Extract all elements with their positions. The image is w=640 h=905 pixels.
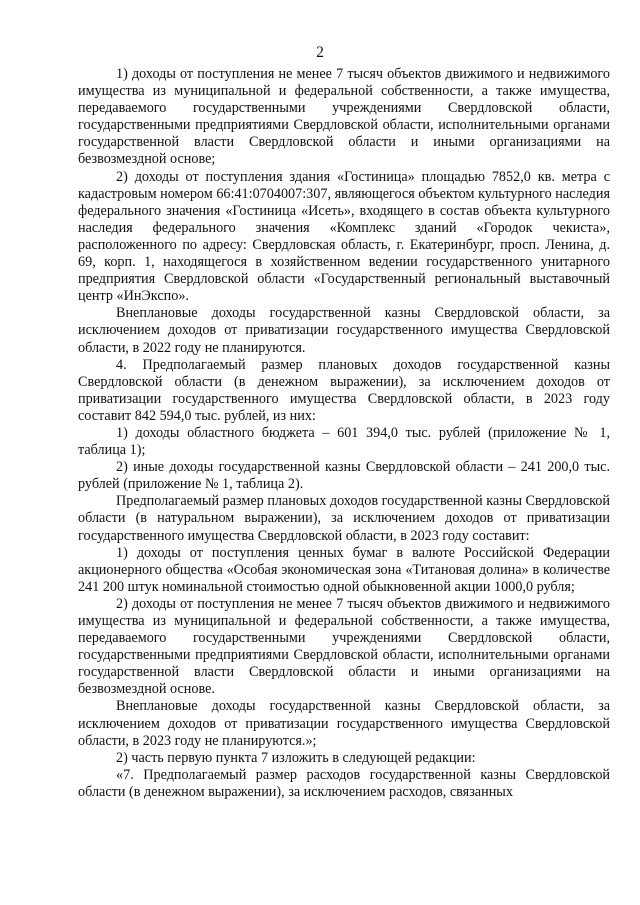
paragraph-9: 2) доходы от поступления не менее 7 тысяч объектов движимого и недвижимого имущества из муниципальной и федеральной собственности, а также имущества, передаваемого государственными учреждениями Свердловской области, государственными предприятиями Свердловской области, исполнительными органами государственной власти Свердловской области и иными организациями на безвозмездной основе. [78,595,610,698]
paragraph-2: 2) доходы от поступления здания «Гостиница» площадью 7852,0 кв. метра с кадастровым номером 66:41:0704007:307, являющегося объектом культурного наследия федерального значения «Гостиница «Исеть», входящего в состав объекта культурного наследия федерального значения «Комплекс зданий «Городок чекиста», расположенного по адресу: Свердловская область, г. Екатеринбург, просп. Ленина, д. 69, корп. 1, находящегося в хозяйственном ведении государственного унитарного предприятия Свердловской области «Государственный региональный выставочный центр «ИнЭкспо». [78,168,610,305]
paragraph-10: Внеплановые доходы государственной казны Свердловской области, за исключением доходов от приватизации государственного имущества Свердловской области, в 2023 году не планируются.»; [78,698,610,749]
paragraph-7: Предполагаемый размер плановых доходов государственной казны Свердловской области (в натуральном выражении), за исключением доходов от приватизации государственного имущества Свердловской области, в 2023 году составит: [78,493,610,544]
paragraph-12: «7. Предполагаемый размер расходов государственной казны Свердловской области (в денежном выражении), за исключением расходов, связанных [78,766,610,800]
paragraph-6: 2) иные доходы государственной казны Свердловской области – 241 200,0 тыс. рублей (приложение № 1, таблица 2). [78,459,610,493]
paragraph-5: 1) доходы областного бюджета – 601 394,0 тыс. рублей (приложение № 1, таблица 1); [78,424,610,459]
paragraph-11: 2) часть первую пункта 7 изложить в следующей редакции: [116,749,476,766]
paragraph-3: Внеплановые доходы государственной казны Свердловской области, за исключением доходов от приватизации государственного имущества Свердловской области, в 2022 году не планируются. [78,305,610,356]
paragraph-1: 1) доходы от поступления не менее 7 тысяч объектов движимого и недвижимого имущества из муниципальной и федеральной собственности, а также имущества, передаваемого государственными учреждениями Свердловской области, государственными предприятиями Свердловской области, исполнительными органами государственной власти Свердловской области и иными организациями на безвозмездной основе; [78,66,610,168]
page-number: 2 [316,44,324,61]
document-body [78,66,610,801]
paragraph-8: 1) доходы от поступления ценных бумаг в валюте Российской Федерации акционерного общества «Особая экономическая зона «Титановая долина» в количестве 241 200 штук номинальной стоимостью одной обыкновенной акции 1000,0 рубля; [78,544,610,595]
paragraph-4: 4. Предполагаемый размер плановых доходов государственной казны Свердловской области (в денежном выражении), за исключением доходов от приватизации государственного имущества Свердловской области, в 2023 году составит 842 594,0 тыс. рублей, из них: [78,356,610,424]
